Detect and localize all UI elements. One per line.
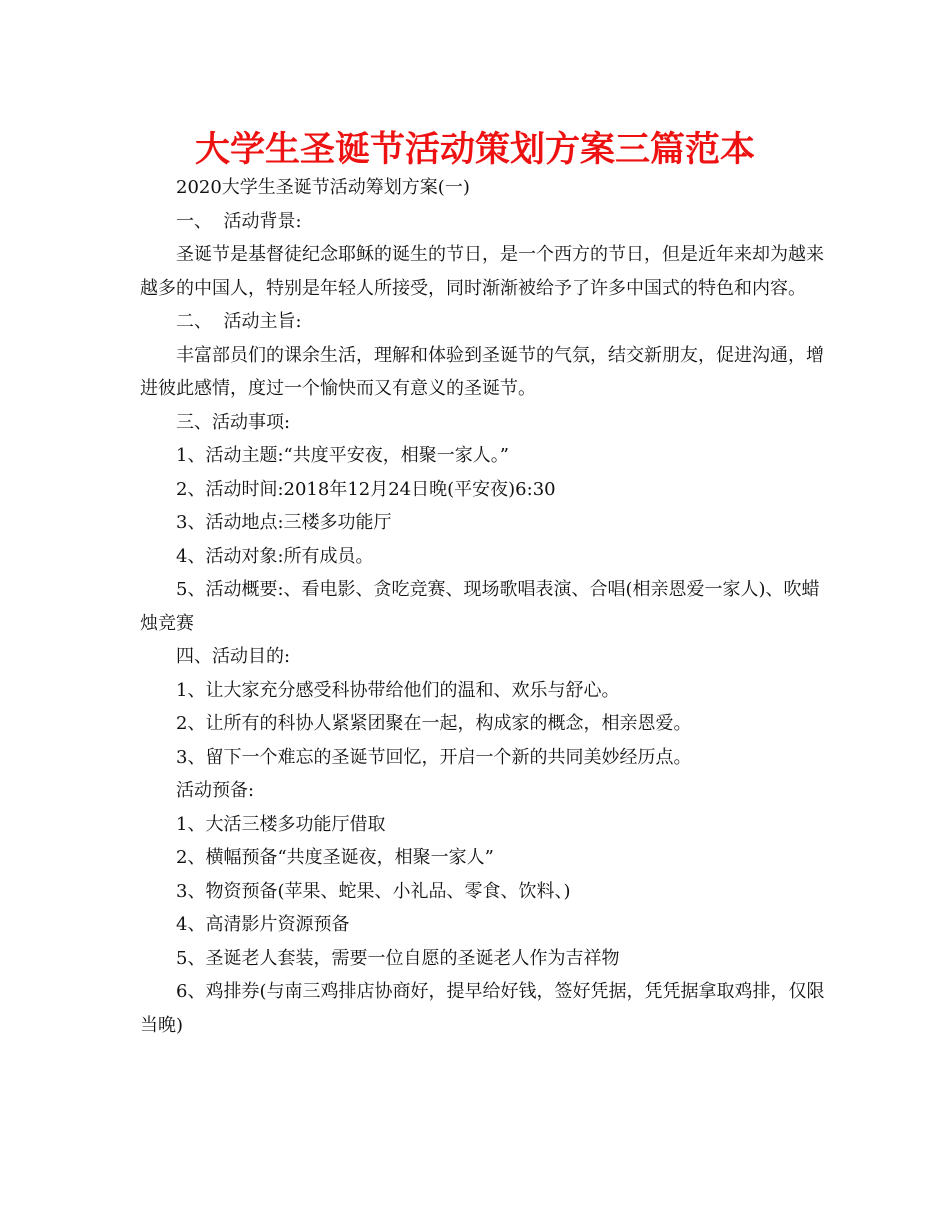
- paragraph-prep-4: 4、高清影片资源预备: [176, 914, 350, 935]
- paragraph-purpose-text: 丰富部员们的课余生活，理解和体验到圣诞节的气氛，结交新朋友，促进沟通，增进彼此感情，度过一个愉快而又有意义的圣诞节。: [140, 344, 824, 399]
- paragraph-item-audience: 4、活动对象:所有成员。: [176, 545, 374, 567]
- paragraph-heading-purpose: 二、 活动主旨:: [176, 311, 302, 332]
- paragraph-prep-1: 1、大活三楼多功能厅借取: [176, 813, 386, 835]
- document-body: [140, 171, 830, 1042]
- paragraph-heading-goals: 四、活动目的:: [176, 646, 291, 667]
- paragraph-item-time: 2、活动时间:2018年12月24日晚(平安夜)6:30: [176, 478, 556, 500]
- paragraph-prep-5: 5、圣诞老人套装，需要一位自愿的圣诞老人作为吉祥物: [176, 947, 620, 969]
- document-title: 大学生圣诞节活动策划方案三篇范本: [194, 130, 755, 170]
- paragraph-goal-1: 1、让大家充分感受科协带给他们的温和、欢乐与舒心。: [176, 679, 620, 701]
- paragraph-prep-6: 6、鸡排券(与南三鸡排店协商好，提早给好钱，签好凭据，凭凭据拿取鸡排，仅限当晚): [140, 981, 825, 1036]
- paragraph-item-overview: 5、活动概要:、看电影、贪吃竞赛、现场歌唱表演、合唱(相亲恩爱一家人)、吹蜡烛竞赛: [140, 579, 820, 634]
- paragraph-prep-2: 2、横幅预备“共度圣诞夜，相聚一家人”: [176, 847, 494, 868]
- paragraph-goal-3: 3、留下一个难忘的圣诞节回忆，开启一个新的共同美妙经历点。: [176, 746, 692, 768]
- paragraph-heading-items: 三、活动事项:: [176, 411, 291, 433]
- paragraph-heading-background: 一、 活动背景:: [176, 210, 302, 232]
- paragraph-heading-preparation: 活动预备:: [176, 780, 255, 801]
- paragraph-subtitle: 2020大学生圣诞节活动筹划方案(一): [176, 177, 470, 198]
- paragraph-item-theme: 1、活动主题:“共度平安夜，相聚一家人。”: [176, 445, 509, 466]
- paragraph-goal-2: 2、让所有的科协人紧紧团聚在一起，构成家的概念，相亲恩爱。: [176, 713, 692, 734]
- paragraph-prep-3: 3、物资预备(苹果、蛇果、小礼品、零食、饮料、): [176, 880, 571, 902]
- paragraph-background-text: 圣诞节是基督徒纪念耶稣的诞生的节日，是一个西方的节日，但是近年来却为越来越多的中国人，特别是年轻人所接受，同时渐渐被给予了许多中国式的特色和内容。: [140, 244, 824, 299]
- paragraph-item-location: 3、活动地点:三楼多功能厅: [176, 512, 392, 533]
